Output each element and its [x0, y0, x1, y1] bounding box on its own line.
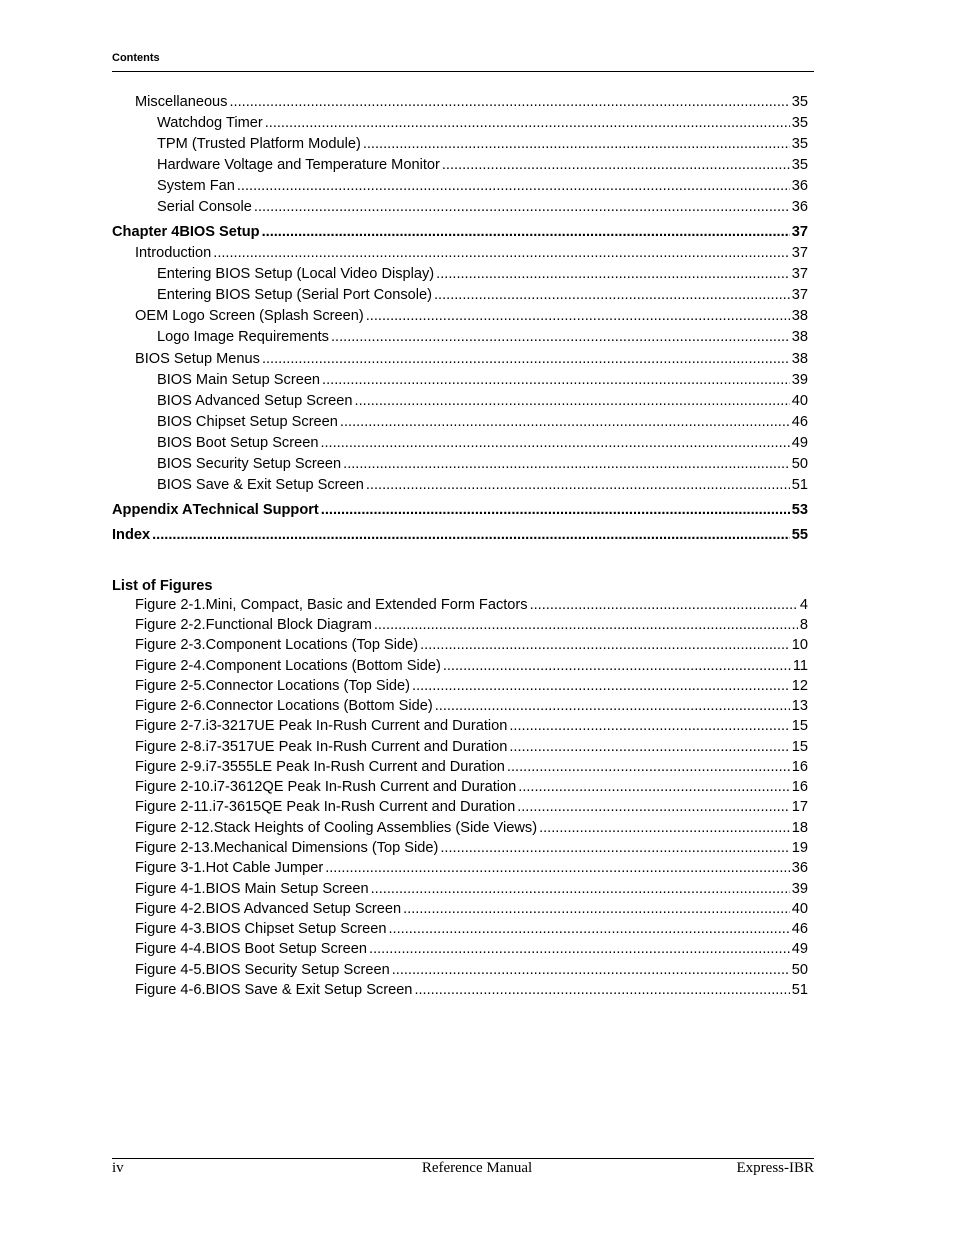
footer-page-number: iv	[112, 1160, 124, 1176]
dot-leader	[254, 197, 790, 217]
footer-product-name: Express-IBR	[736, 1160, 814, 1176]
dot-leader	[340, 412, 790, 432]
figure-entry[interactable]	[135, 656, 808, 676]
figure-title: Component Locations (Top Side)	[205, 637, 419, 653]
toc-entry-page: 46	[791, 414, 808, 430]
toc-entry-page: 35	[791, 136, 808, 152]
toc-entry-title: Introduction	[135, 245, 212, 261]
dot-leader	[322, 370, 790, 390]
toc-entry-page: 38	[791, 329, 808, 345]
toc-entry-title: Entering BIOS Setup (Local Video Display)	[157, 266, 435, 282]
toc-appendix-entry[interactable]	[112, 500, 808, 520]
figure-title: Hot Cable Jumper	[205, 860, 324, 876]
dot-leader	[440, 838, 789, 858]
figure-title: Stack Heights of Cooling Assemblies (Side Views)	[213, 820, 538, 836]
figure-entry[interactable]	[135, 777, 808, 797]
dot-leader	[343, 454, 790, 474]
figure-title: Component Locations (Bottom Side)	[205, 658, 441, 674]
figure-label: Figure 2-11.	[135, 799, 213, 815]
toc-entry[interactable]	[157, 134, 808, 154]
dot-leader	[237, 176, 790, 196]
toc-entry-page: 53	[791, 502, 808, 518]
dot-leader	[434, 285, 790, 305]
toc-chapter-entry[interactable]	[112, 222, 808, 242]
toc-entry-title: Technical Support	[192, 502, 319, 518]
header-rule	[112, 71, 814, 72]
figure-title: Connector Locations (Top Side)	[205, 678, 411, 694]
figure-entry[interactable]	[135, 939, 808, 959]
toc-entry-title: BIOS Main Setup Screen	[157, 372, 321, 388]
toc-entry-title: BIOS Setup Menus	[135, 351, 260, 367]
toc-entry-page: 37	[791, 224, 808, 240]
toc-entry[interactable]	[157, 285, 808, 305]
figure-title: Mini, Compact, Basic and Extended Form Factors	[205, 597, 528, 613]
dot-leader	[325, 858, 790, 878]
dot-leader	[363, 134, 790, 154]
figure-title: BIOS Save & Exit Setup Screen	[205, 982, 413, 998]
toc-entry-page: 49	[791, 435, 808, 451]
figure-entry[interactable]	[135, 879, 808, 899]
toc-entry-title: BIOS Advanced Setup Screen	[157, 393, 353, 409]
figure-entry[interactable]	[135, 757, 808, 777]
figure-label: Figure 3-1.	[135, 860, 206, 876]
figure-page: 49	[791, 941, 808, 957]
figure-page: 8	[799, 617, 808, 633]
toc-entry-title: Hardware Voltage and Temperature Monitor	[157, 157, 440, 173]
footer-document-title: Reference Manual	[421, 1160, 533, 1176]
figure-title: i3-3217UE Peak In-Rush Current and Duration	[205, 718, 508, 734]
dot-leader	[366, 475, 790, 495]
toc-entry-page: 37	[791, 287, 808, 303]
toc-entry[interactable]	[157, 391, 808, 411]
toc-entry-page: 55	[791, 527, 808, 543]
toc-entry[interactable]	[157, 155, 808, 175]
figure-page: 16	[791, 759, 808, 775]
toc-entry[interactable]	[135, 306, 808, 326]
dot-leader	[374, 615, 798, 635]
toc-entry-title: BIOS Chipset Setup Screen	[157, 414, 338, 430]
toc-entry-page: 50	[791, 456, 808, 472]
toc-entry-page: 35	[791, 157, 808, 173]
toc-entry-title: Miscellaneous	[135, 94, 228, 110]
toc-entry-title: Serial Console	[157, 199, 252, 215]
dot-leader	[262, 222, 790, 242]
dot-leader	[435, 696, 790, 716]
dot-leader	[530, 595, 798, 615]
toc-entry-page: 35	[791, 115, 808, 131]
figure-page: 15	[791, 739, 808, 755]
dot-leader	[509, 716, 789, 736]
figure-title: BIOS Security Setup Screen	[205, 962, 390, 978]
figure-page: 39	[791, 881, 808, 897]
figure-title: i7-3615QE Peak In-Rush Current and Duration	[212, 799, 516, 815]
figure-entry[interactable]	[135, 615, 808, 635]
figure-entry[interactable]	[135, 899, 808, 919]
dot-leader	[262, 349, 790, 369]
toc-entry[interactable]	[135, 349, 808, 369]
dot-leader	[366, 306, 790, 326]
figure-title: BIOS Main Setup Screen	[205, 881, 369, 897]
toc-entry-page: 38	[791, 308, 808, 324]
dot-leader	[442, 155, 790, 175]
toc-entry[interactable]	[135, 92, 808, 112]
figure-page: 46	[791, 921, 808, 937]
figure-label: Figure 2-5.	[135, 678, 206, 694]
dot-leader	[388, 919, 789, 939]
figure-entry[interactable]	[135, 696, 808, 716]
dot-leader	[539, 818, 790, 838]
dot-leader	[403, 899, 790, 919]
dot-leader	[331, 327, 790, 347]
dot-leader	[320, 433, 789, 453]
figure-title: i7-3612QE Peak In-Rush Current and Duration	[213, 779, 517, 795]
toc-entry-title: BIOS Security Setup Screen	[157, 456, 342, 472]
figure-label: Figure 2-2.	[135, 617, 206, 633]
toc-entry-page: 51	[791, 477, 808, 493]
figure-page: 50	[791, 962, 808, 978]
figure-label: Figure 2-9.	[135, 759, 206, 775]
figure-entry[interactable]	[135, 818, 808, 838]
toc-entry-title: BIOS Save & Exit Setup Screen	[157, 477, 364, 493]
figure-label: Figure 4-4.	[135, 941, 206, 957]
figure-page: 18	[791, 820, 808, 836]
toc-appendix-label: Appendix A	[112, 502, 193, 518]
dot-leader	[369, 939, 790, 959]
toc-entry-page: 35	[791, 94, 808, 110]
dot-leader	[443, 656, 791, 676]
toc-entry-title: Entering BIOS Setup (Serial Port Console)	[157, 287, 432, 303]
figure-title: BIOS Advanced Setup Screen	[205, 901, 402, 917]
figure-label: Figure 2-13.	[135, 840, 214, 856]
figure-entry[interactable]	[135, 858, 808, 878]
figure-label: Figure 4-6.	[135, 982, 206, 998]
dot-leader	[229, 92, 789, 112]
toc-entry[interactable]	[135, 243, 808, 263]
toc-entry-page: 36	[791, 178, 808, 194]
figure-entry[interactable]	[135, 797, 808, 817]
figure-page: 12	[791, 678, 808, 694]
dot-leader	[412, 676, 790, 696]
toc-entry-title: Watchdog Timer	[157, 115, 263, 131]
toc-index-entry[interactable]	[112, 525, 808, 545]
toc-entry[interactable]	[157, 433, 808, 453]
figure-page: 17	[791, 799, 808, 815]
dot-leader	[518, 777, 790, 797]
figure-page: 19	[791, 840, 808, 856]
toc-entry-title: BIOS Boot Setup Screen	[157, 435, 319, 451]
toc-entry[interactable]	[157, 176, 808, 196]
toc-entry-page: 39	[791, 372, 808, 388]
figure-label: Figure 4-1.	[135, 881, 206, 897]
figure-page: 11	[792, 658, 808, 674]
toc-entry-title: Logo Image Requirements	[157, 329, 329, 345]
toc-entry[interactable]	[157, 197, 808, 217]
toc-entry-page: 37	[791, 245, 808, 261]
dot-leader	[321, 500, 790, 520]
dot-leader	[509, 737, 789, 757]
toc-entry[interactable]	[157, 454, 808, 474]
figure-title: Connector Locations (Bottom Side)	[205, 698, 433, 714]
toc-entry[interactable]	[157, 113, 808, 133]
toc-entry-title: OEM Logo Screen (Splash Screen)	[135, 308, 364, 324]
dot-leader	[392, 960, 790, 980]
dot-leader	[517, 797, 790, 817]
figure-page: 10	[791, 637, 808, 653]
figure-title: BIOS Chipset Setup Screen	[205, 921, 387, 937]
figure-entry[interactable]	[135, 595, 808, 615]
figure-label: Figure 2-10.	[135, 779, 214, 795]
figure-title: Mechanical Dimensions (Top Side)	[213, 840, 439, 856]
toc-entry-title: Index	[112, 527, 151, 543]
figure-page: 4	[799, 597, 808, 613]
dot-leader	[420, 635, 790, 655]
dot-leader	[213, 243, 790, 263]
dot-leader	[507, 757, 790, 777]
toc-entry-page: 40	[791, 393, 808, 409]
figure-entry[interactable]	[135, 635, 808, 655]
toc-chapter-label: Chapter 4	[112, 224, 180, 240]
figure-page: 36	[791, 860, 808, 876]
figure-entry[interactable]	[135, 960, 808, 980]
figure-title: i7-3517UE Peak In-Rush Current and Duration	[205, 739, 508, 755]
figure-label: Figure 2-12.	[135, 820, 214, 836]
dot-leader	[371, 879, 790, 899]
toc-entry-page: 37	[791, 266, 808, 282]
figure-entry[interactable]	[135, 919, 808, 939]
toc-entry[interactable]	[157, 327, 808, 347]
toc-entry[interactable]	[157, 412, 808, 432]
figure-title: BIOS Boot Setup Screen	[205, 941, 368, 957]
figure-page: 51	[791, 982, 808, 998]
toc-entry-page: 38	[791, 351, 808, 367]
figure-entry[interactable]	[135, 980, 808, 1000]
toc-entry-page: 36	[791, 199, 808, 215]
dot-leader	[152, 525, 790, 545]
figure-entry[interactable]	[135, 737, 808, 757]
figure-label: Figure 2-6.	[135, 698, 206, 714]
figure-label: Figure 2-1.	[135, 597, 206, 613]
figure-label: Figure 4-3.	[135, 921, 206, 937]
toc-entry-title: BIOS Setup	[179, 224, 260, 240]
figure-title: Functional Block Diagram	[205, 617, 372, 633]
toc-entry-title: TPM (Trusted Platform Module)	[157, 136, 361, 152]
figure-page: 13	[791, 698, 808, 714]
figure-page: 40	[791, 901, 808, 917]
toc-entry[interactable]	[157, 475, 808, 495]
figure-entry[interactable]	[135, 716, 808, 736]
figure-page: 16	[791, 779, 808, 795]
figure-label: Figure 2-3.	[135, 637, 206, 653]
dot-leader	[265, 113, 790, 133]
figure-label: Figure 2-7.	[135, 718, 206, 734]
dot-leader	[436, 264, 790, 284]
toc-entry-title: System Fan	[157, 178, 235, 194]
figure-label: Figure 4-5.	[135, 962, 206, 978]
dot-leader	[414, 980, 789, 1000]
figure-page: 15	[791, 718, 808, 734]
figure-label: Figure 2-4.	[135, 658, 206, 674]
figure-label: Figure 4-2.	[135, 901, 206, 917]
running-header: Contents	[112, 52, 160, 64]
list-of-figures-title: List of Figures	[112, 578, 213, 594]
toc-entry[interactable]	[157, 370, 808, 390]
figure-label: Figure 2-8.	[135, 739, 206, 755]
toc-entry[interactable]	[157, 264, 808, 284]
figure-entry[interactable]	[135, 676, 808, 696]
figure-entry[interactable]	[135, 838, 808, 858]
dot-leader	[355, 391, 790, 411]
figure-title: i7-3555LE Peak In-Rush Current and Duration	[205, 759, 505, 775]
